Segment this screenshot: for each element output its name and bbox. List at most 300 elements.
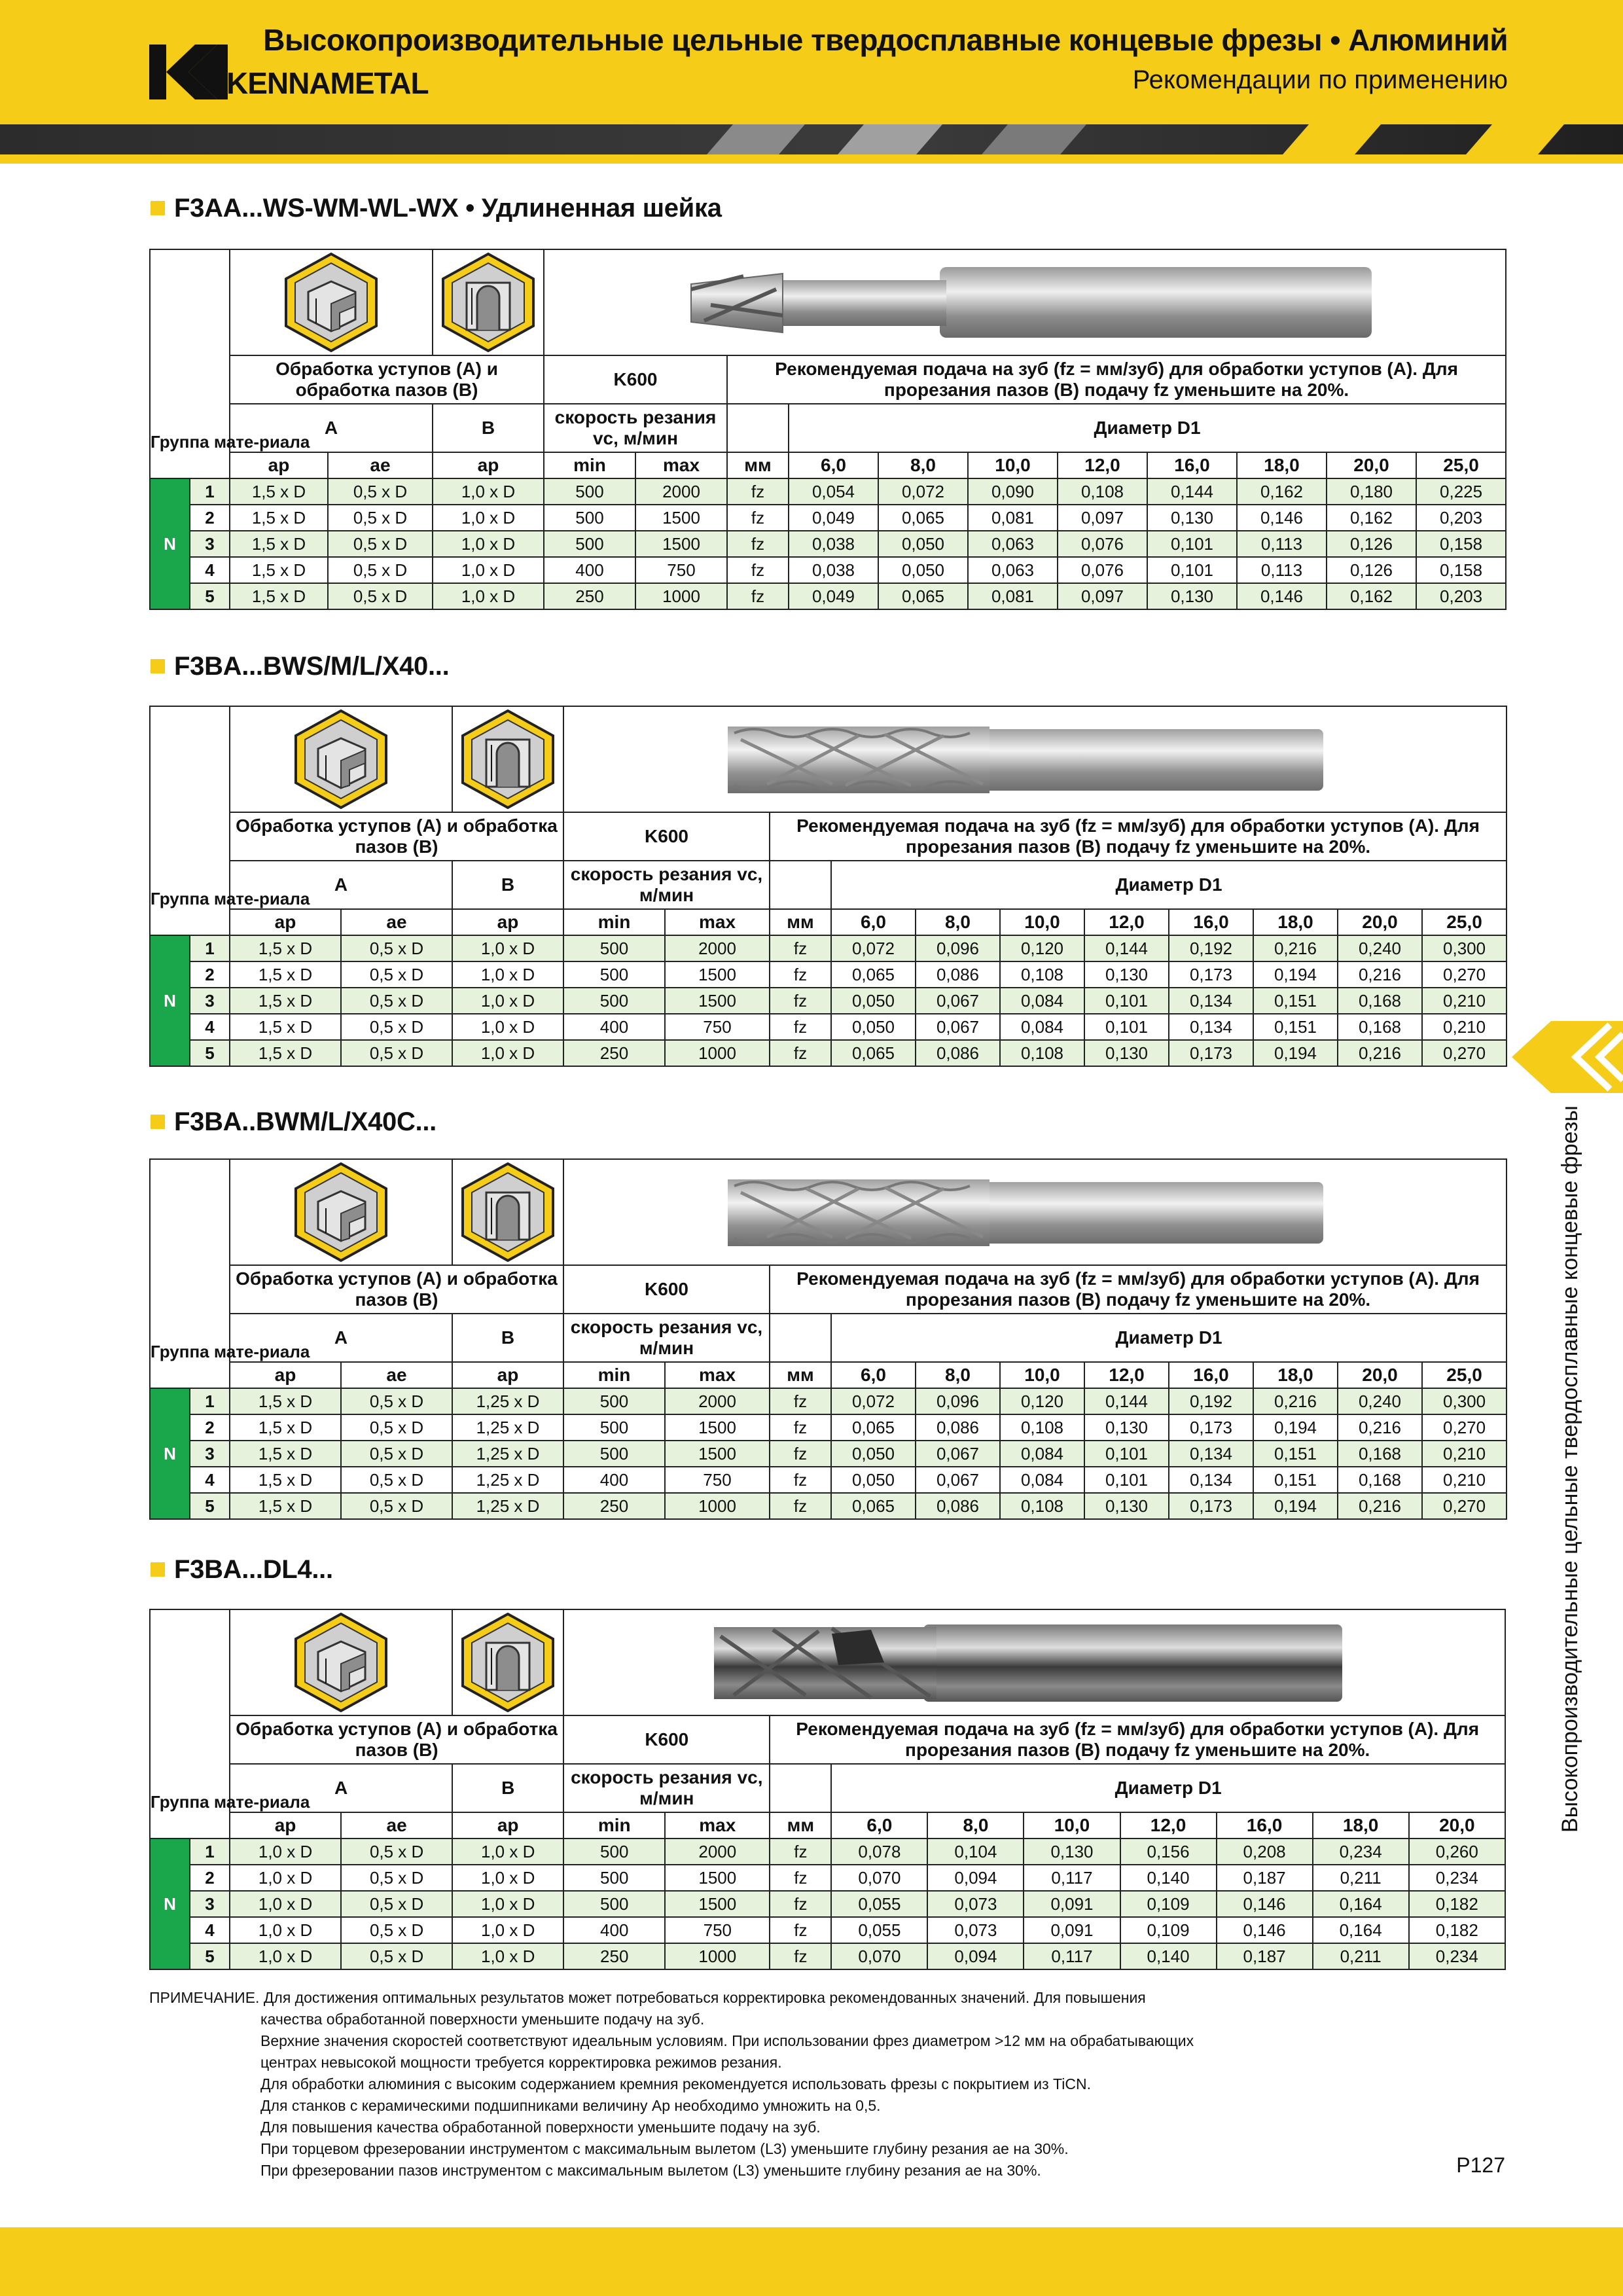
fz-value: 0,234	[1409, 1865, 1505, 1891]
note-line: При торцевом фрезеровании инструментом с максимальным вылетом (L3) уменьшите глубину резания ae на 30%.	[260, 2140, 1069, 2157]
fz-value: 0,055	[831, 1917, 927, 1943]
ae-value: 0,5 x D	[341, 935, 452, 961]
fz-value: 0,113	[1237, 557, 1327, 583]
ae-header: ae	[341, 1362, 452, 1388]
fz-value: 0,211	[1313, 1865, 1409, 1891]
section-title-text: F3BA..BWM/L/X40C...	[174, 1107, 437, 1136]
end-mill-roughing-image	[675, 1160, 1395, 1265]
vc-max-value: 750	[635, 557, 727, 583]
diameter-value: 18,0	[1253, 1362, 1338, 1388]
fz-value: 0,216	[1338, 1040, 1422, 1066]
material-subgroup: 1	[190, 935, 230, 961]
speed-header: скорость резания vc, м/мин	[563, 861, 770, 909]
material-subgroup: 2	[190, 1414, 230, 1441]
ap-header: ap	[230, 909, 341, 935]
fz-value: 0,090	[968, 478, 1058, 505]
ae-value: 0,5 x D	[341, 1917, 452, 1943]
fz-value: 0,134	[1169, 1014, 1253, 1040]
blank-header	[770, 1764, 831, 1812]
fz-value: 0,126	[1327, 557, 1416, 583]
ap-value: 1,0 x D	[230, 1917, 341, 1943]
table-row	[150, 1388, 1507, 1414]
table-row	[150, 531, 1506, 557]
fz-value: 0,108	[1000, 1493, 1084, 1519]
fz-value: 0,168	[1338, 1441, 1422, 1467]
note-line: Для повышения качества обработанной поверхности уменьшите подачу на зуб.	[260, 2119, 821, 2136]
table-row	[150, 988, 1507, 1014]
min-header: min	[563, 1812, 665, 1839]
shoulder-milling-icon	[292, 708, 390, 810]
fz-value: 0,073	[927, 1917, 1024, 1943]
diameter-header: Диаметр D1	[789, 404, 1506, 452]
vc-max-value: 750	[665, 1467, 770, 1493]
fz-value: 0,072	[831, 935, 916, 961]
group-subheader	[150, 909, 230, 935]
fz-value: 0,126	[1327, 531, 1416, 557]
cutting-data-table	[149, 249, 1506, 610]
diameter-value: 12,0	[1058, 452, 1147, 478]
fz-value: 0,050	[878, 557, 968, 583]
ae-header: ae	[341, 909, 452, 935]
fz-value: 0,108	[1058, 478, 1147, 505]
fz-value: 0,134	[1169, 988, 1253, 1014]
table-row	[150, 478, 1506, 505]
section-title	[151, 1107, 437, 1137]
grade-header: K600	[563, 1715, 770, 1764]
fz-value: 0,096	[916, 1388, 1000, 1414]
vc-min-value: 250	[563, 1493, 665, 1519]
fz-value: 0,151	[1253, 988, 1338, 1014]
ae-header: ae	[328, 452, 433, 478]
ap-value: 1,0 x D	[230, 1839, 341, 1865]
fz-value: 0,096	[916, 935, 1000, 961]
group-subheader	[150, 452, 230, 478]
fz-value: 0,162	[1327, 505, 1416, 531]
section-bullet	[151, 201, 165, 215]
ap-b-value: 1,0 x D	[452, 935, 563, 961]
vc-max-value: 2000	[665, 1839, 770, 1865]
fz-value: 0,086	[916, 1493, 1000, 1519]
fz-value: 0,067	[916, 988, 1000, 1014]
fz-value: 0,173	[1169, 1493, 1253, 1519]
ae-value: 0,5 x D	[341, 1493, 452, 1519]
fz-value: 0,210	[1422, 1467, 1507, 1493]
vc-max-value: 750	[665, 1917, 770, 1943]
diameter-value: 16,0	[1217, 1812, 1313, 1839]
fz-label: fz	[770, 1441, 831, 1467]
fz-value: 0,182	[1409, 1917, 1505, 1943]
ae-header: ae	[341, 1812, 452, 1839]
fz-value: 0,234	[1409, 1943, 1505, 1969]
fz-value: 0,065	[831, 1414, 916, 1441]
fz-value: 0,072	[831, 1388, 916, 1414]
diameter-value: 10,0	[1000, 909, 1084, 935]
fz-value: 0,162	[1237, 478, 1327, 505]
diameter-value: 18,0	[1253, 909, 1338, 935]
fz-value: 0,084	[1000, 1441, 1084, 1467]
fz-value: 0,063	[968, 531, 1058, 557]
fz-value: 0,091	[1024, 1891, 1120, 1917]
ap-value: 1,5 x D	[230, 961, 341, 988]
fz-value: 0,038	[789, 531, 878, 557]
col-b-header: B	[433, 404, 544, 452]
diameter-header: Диаметр D1	[831, 861, 1507, 909]
diameter-value: 18,0	[1313, 1812, 1409, 1839]
table-row	[150, 961, 1507, 988]
fz-value: 0,151	[1253, 1467, 1338, 1493]
material-group-n: N	[150, 1388, 190, 1519]
diameter-value: 16,0	[1169, 909, 1253, 935]
max-header: max	[665, 1812, 770, 1839]
blank-header	[770, 861, 831, 909]
col-a-header: A	[230, 1764, 452, 1812]
diameter-value: 20,0	[1327, 452, 1416, 478]
vc-min-value: 500	[563, 1839, 665, 1865]
diameter-value: 6,0	[789, 452, 878, 478]
ap-value: 1,0 x D	[230, 1943, 341, 1969]
fz-value: 0,097	[1058, 505, 1147, 531]
vc-min-value: 500	[563, 1388, 665, 1414]
fz-value: 0,050	[831, 1014, 916, 1040]
note-line: Для обработки алюминия с высоким содержанием кремния рекомендуется использовать фрезы с покрытием из TiCN.	[260, 2075, 1091, 2092]
vc-max-value: 1500	[665, 1865, 770, 1891]
vc-min-value: 500	[563, 1865, 665, 1891]
page-footer	[0, 2227, 1623, 2296]
fz-value: 0,144	[1147, 478, 1237, 505]
fz-value: 0,130	[1147, 583, 1237, 609]
fz-value: 0,210	[1422, 1441, 1507, 1467]
vc-max-value: 1000	[665, 1493, 770, 1519]
fz-value: 0,109	[1120, 1917, 1217, 1943]
table-row	[150, 557, 1506, 583]
vc-min-value: 500	[563, 961, 665, 988]
vc-min-value: 250	[563, 1040, 665, 1066]
fz-value: 0,101	[1084, 1441, 1169, 1467]
ae-value: 0,5 x D	[341, 1943, 452, 1969]
vc-max-value: 2000	[665, 935, 770, 961]
vc-min-value: 400	[563, 1467, 665, 1493]
vc-max-value: 1500	[635, 531, 727, 557]
table-row	[150, 1917, 1505, 1943]
header-stripe-band	[0, 124, 1623, 154]
fz-label: fz	[770, 1467, 831, 1493]
fz-value: 0,130	[1084, 1414, 1169, 1441]
ae-value: 0,5 x D	[341, 1388, 452, 1414]
section-bullet	[151, 1562, 165, 1577]
fz-label: fz	[770, 1014, 831, 1040]
ap-b-value: 1,0 x D	[452, 1917, 563, 1943]
fz-value: 0,084	[1000, 988, 1084, 1014]
diameter-value: 10,0	[968, 452, 1058, 478]
material-subgroup: 3	[190, 1441, 230, 1467]
fz-value: 0,072	[878, 478, 968, 505]
vc-max-value: 1500	[635, 505, 727, 531]
material-subgroup: 1	[190, 1839, 230, 1865]
shoulder-icon-cell	[230, 706, 452, 812]
fz-value: 0,168	[1338, 988, 1422, 1014]
header-underline	[0, 154, 1623, 164]
fz-value: 0,194	[1253, 961, 1338, 988]
section-bullet	[151, 659, 165, 673]
fz-value: 0,130	[1084, 961, 1169, 988]
unit-header: мм	[770, 909, 831, 935]
diameter-value: 12,0	[1084, 1362, 1169, 1388]
table-row	[150, 935, 1507, 961]
fz-value: 0,117	[1024, 1943, 1120, 1969]
fz-value: 0,108	[1000, 1040, 1084, 1066]
ap-b-value: 1,0 x D	[452, 1040, 563, 1066]
table-row	[150, 505, 1506, 531]
fz-value: 0,158	[1416, 557, 1506, 583]
vc-max-value: 2000	[635, 478, 727, 505]
blank-header	[770, 1314, 831, 1362]
fz-value: 0,108	[1000, 961, 1084, 988]
operation-header: Обработка уступов (A) и обработка пазов (B)	[230, 1265, 563, 1314]
vc-max-value: 1500	[665, 961, 770, 988]
end-mill-dl4-image	[675, 1610, 1395, 1715]
fz-label: fz	[770, 1943, 831, 1969]
ap-b-value: 1,25 x D	[452, 1388, 563, 1414]
vc-max-value: 1500	[665, 1414, 770, 1441]
vc-max-value: 1000	[635, 583, 727, 609]
ae-value: 0,5 x D	[341, 1040, 452, 1066]
fz-value: 0,101	[1147, 531, 1237, 557]
fz-value: 0,162	[1327, 583, 1416, 609]
material-subgroup: 3	[190, 531, 230, 557]
fz-value: 0,108	[1000, 1414, 1084, 1441]
fz-value: 0,194	[1253, 1040, 1338, 1066]
material-group-n: N	[150, 935, 190, 1066]
note-line: При фрезеровании пазов инструментом с максимальным вылетом (L3) уменьшите глубину резания ae на 30%.	[260, 2162, 1041, 2179]
fz-value: 0,104	[927, 1839, 1024, 1865]
fz-value: 0,180	[1327, 478, 1416, 505]
material-group-n: N	[150, 1839, 190, 1969]
vc-max-value: 1500	[665, 1891, 770, 1917]
section-title	[151, 194, 722, 223]
fz-value: 0,086	[916, 1414, 1000, 1441]
fz-value: 0,065	[878, 505, 968, 531]
fz-value: 0,094	[927, 1943, 1024, 1969]
fz-label: fz	[770, 1865, 831, 1891]
fz-value: 0,117	[1024, 1865, 1120, 1891]
fz-value: 0,210	[1422, 988, 1507, 1014]
fz-value: 0,187	[1217, 1865, 1313, 1891]
material-subgroup: 5	[190, 1943, 230, 1969]
fz-value: 0,216	[1253, 1388, 1338, 1414]
fz-value: 0,240	[1338, 1388, 1422, 1414]
ap-value: 1,5 x D	[230, 583, 328, 609]
diameter-value: 8,0	[878, 452, 968, 478]
section-title	[151, 1555, 333, 1585]
material-subgroup: 4	[190, 1014, 230, 1040]
fz-value: 0,063	[968, 557, 1058, 583]
fz-label: fz	[770, 1839, 831, 1865]
fz-value: 0,270	[1422, 1493, 1507, 1519]
fz-value: 0,173	[1169, 1040, 1253, 1066]
ap-b-value: 1,25 x D	[452, 1441, 563, 1467]
material-subgroup: 5	[190, 1493, 230, 1519]
diameter-value: 12,0	[1084, 909, 1169, 935]
vc-min-value: 500	[544, 505, 635, 531]
ap-value: 1,5 x D	[230, 1040, 341, 1066]
speed-header: скорость резания vc, м/мин	[544, 404, 727, 452]
fz-value: 0,120	[1000, 1388, 1084, 1414]
ae-value: 0,5 x D	[341, 1891, 452, 1917]
section-title-text: F3BA...DL4...	[174, 1555, 333, 1584]
ae-value: 0,5 x D	[328, 531, 433, 557]
shoulder-milling-icon	[292, 1611, 390, 1713]
fz-value: 0,164	[1313, 1917, 1409, 1943]
diameter-value: 6,0	[831, 909, 916, 935]
cutting-data-table	[149, 1609, 1506, 1970]
fz-value: 0,134	[1169, 1467, 1253, 1493]
fz-label: fz	[727, 557, 789, 583]
ae-value: 0,5 x D	[341, 1839, 452, 1865]
fz-value: 0,140	[1120, 1865, 1217, 1891]
ap-b-header: ap	[433, 452, 544, 478]
vc-min-value: 400	[563, 1917, 665, 1943]
section-title-text: F3BA...BWS/M/L/X40...	[174, 652, 450, 681]
ap-value: 1,5 x D	[230, 531, 328, 557]
ap-b-header: ap	[452, 1362, 563, 1388]
ap-header: ap	[230, 1812, 341, 1839]
table-row	[150, 1414, 1507, 1441]
ap-b-value: 1,0 x D	[452, 1865, 563, 1891]
ap-value: 1,5 x D	[230, 478, 328, 505]
shoulder-icon-cell	[230, 1159, 452, 1265]
ap-b-header: ap	[452, 909, 563, 935]
diameter-value: 8,0	[916, 909, 1000, 935]
feed-note-header: Рекомендуемая подача на зуб (fz = мм/зуб) для обработки уступов (A). Для прорезания пазов (B) подачу fz уменьшите на 20%.	[727, 355, 1506, 404]
diameter-value: 6,0	[831, 1362, 916, 1388]
ap-b-header: ap	[452, 1812, 563, 1839]
fz-value: 0,270	[1422, 961, 1507, 988]
operation-header: Обработка уступов (A) и обработка пазов (B)	[230, 1715, 563, 1764]
group-header: Группа мате-риала	[150, 1609, 230, 1812]
table-row	[150, 583, 1506, 609]
fz-value: 0,067	[916, 1014, 1000, 1040]
fz-value: 0,076	[1058, 531, 1147, 557]
ap-value: 1,5 x D	[230, 1467, 341, 1493]
group-header: Группа мате-риала	[150, 1159, 230, 1362]
ae-value: 0,5 x D	[328, 557, 433, 583]
min-header: min	[563, 1362, 665, 1388]
vc-min-value: 250	[544, 583, 635, 609]
fz-value: 0,151	[1253, 1014, 1338, 1040]
feed-note-header: Рекомендуемая подача на зуб (fz = мм/зуб) для обработки уступов (A). Для прорезания пазов (B) подачу fz уменьшите на 20%.	[770, 812, 1507, 861]
shoulder-milling-icon	[292, 1161, 390, 1263]
fz-value: 0,192	[1169, 1388, 1253, 1414]
fz-value: 0,140	[1120, 1943, 1217, 1969]
max-header: max	[635, 452, 727, 478]
diameter-header: Диаметр D1	[831, 1314, 1507, 1362]
vc-min-value: 400	[544, 557, 635, 583]
group-subheader	[150, 1362, 230, 1388]
fz-value: 0,113	[1237, 531, 1327, 557]
diameter-value: 10,0	[1000, 1362, 1084, 1388]
fz-value: 0,216	[1338, 1414, 1422, 1441]
fz-value: 0,130	[1084, 1493, 1169, 1519]
ae-value: 0,5 x D	[328, 505, 433, 531]
ap-b-value: 1,0 x D	[433, 583, 544, 609]
fz-label: fz	[770, 961, 831, 988]
fz-value: 0,065	[878, 583, 968, 609]
fz-value: 0,260	[1409, 1839, 1505, 1865]
col-a-header: A	[230, 1314, 452, 1362]
max-header: max	[665, 1362, 770, 1388]
vc-max-value: 1000	[665, 1943, 770, 1969]
vc-min-value: 500	[544, 478, 635, 505]
ap-value: 1,5 x D	[230, 557, 328, 583]
diameter-header: Диаметр D1	[831, 1764, 1505, 1812]
fz-value: 0,187	[1217, 1943, 1313, 1969]
grade-header: K600	[563, 1265, 770, 1314]
ap-b-value: 1,0 x D	[433, 557, 544, 583]
note-line: ПРИМЕЧАНИЕ. Для достижения оптимальных результатов может потребоваться корректировка рекомендованных значений. Для повышения	[149, 1989, 1146, 2006]
fz-value: 0,173	[1169, 1414, 1253, 1441]
fz-value: 0,067	[916, 1441, 1000, 1467]
page-header	[0, 0, 1623, 124]
material-subgroup: 1	[190, 1388, 230, 1414]
fz-value: 0,091	[1024, 1917, 1120, 1943]
diameter-value: 16,0	[1147, 452, 1237, 478]
fz-value: 0,086	[916, 961, 1000, 988]
material-subgroup: 5	[190, 583, 230, 609]
table-row	[150, 1839, 1505, 1865]
shoulder-icon-cell	[230, 1609, 452, 1715]
table-row	[150, 1467, 1507, 1493]
min-header: min	[544, 452, 635, 478]
vc-min-value: 500	[544, 531, 635, 557]
material-subgroup: 2	[190, 1865, 230, 1891]
tool-image-cell	[563, 1159, 1507, 1265]
material-subgroup: 4	[190, 1917, 230, 1943]
ap-b-value: 1,0 x D	[452, 1839, 563, 1865]
vc-max-value: 750	[665, 1014, 770, 1040]
fz-label: fz	[727, 583, 789, 609]
fz-value: 0,240	[1338, 935, 1422, 961]
fz-value: 0,216	[1253, 935, 1338, 961]
slot-milling-icon	[439, 251, 537, 353]
ap-value: 1,5 x D	[230, 1388, 341, 1414]
cutting-data-table	[149, 1158, 1506, 1520]
fz-value: 0,050	[831, 1441, 916, 1467]
operation-header: Обработка уступов (A) и обработка пазов (B)	[230, 812, 563, 861]
fz-value: 0,038	[789, 557, 878, 583]
fz-value: 0,156	[1120, 1839, 1217, 1865]
blank-header	[727, 404, 789, 452]
cutting-data-table	[149, 706, 1506, 1067]
vc-min-value: 500	[563, 988, 665, 1014]
ap-value: 1,5 x D	[230, 1441, 341, 1467]
ap-value: 1,5 x D	[230, 935, 341, 961]
fz-value: 0,086	[916, 1040, 1000, 1066]
fz-value: 0,109	[1120, 1891, 1217, 1917]
material-subgroup: 2	[190, 961, 230, 988]
fz-value: 0,168	[1338, 1014, 1422, 1040]
ap-value: 1,5 x D	[230, 1014, 341, 1040]
fz-value: 0,234	[1313, 1839, 1409, 1865]
end-mill-extended-neck-image	[665, 250, 1385, 355]
note-line: центрах невысокой мощности требуется корректировка режимов резания.	[260, 2054, 782, 2071]
fz-value: 0,101	[1084, 988, 1169, 1014]
table-row	[150, 1441, 1507, 1467]
tool-image-cell	[544, 249, 1506, 355]
diameter-value: 20,0	[1338, 1362, 1422, 1388]
fz-value: 0,173	[1169, 961, 1253, 988]
ap-value: 1,5 x D	[230, 988, 341, 1014]
tool-image-cell	[563, 1609, 1505, 1715]
